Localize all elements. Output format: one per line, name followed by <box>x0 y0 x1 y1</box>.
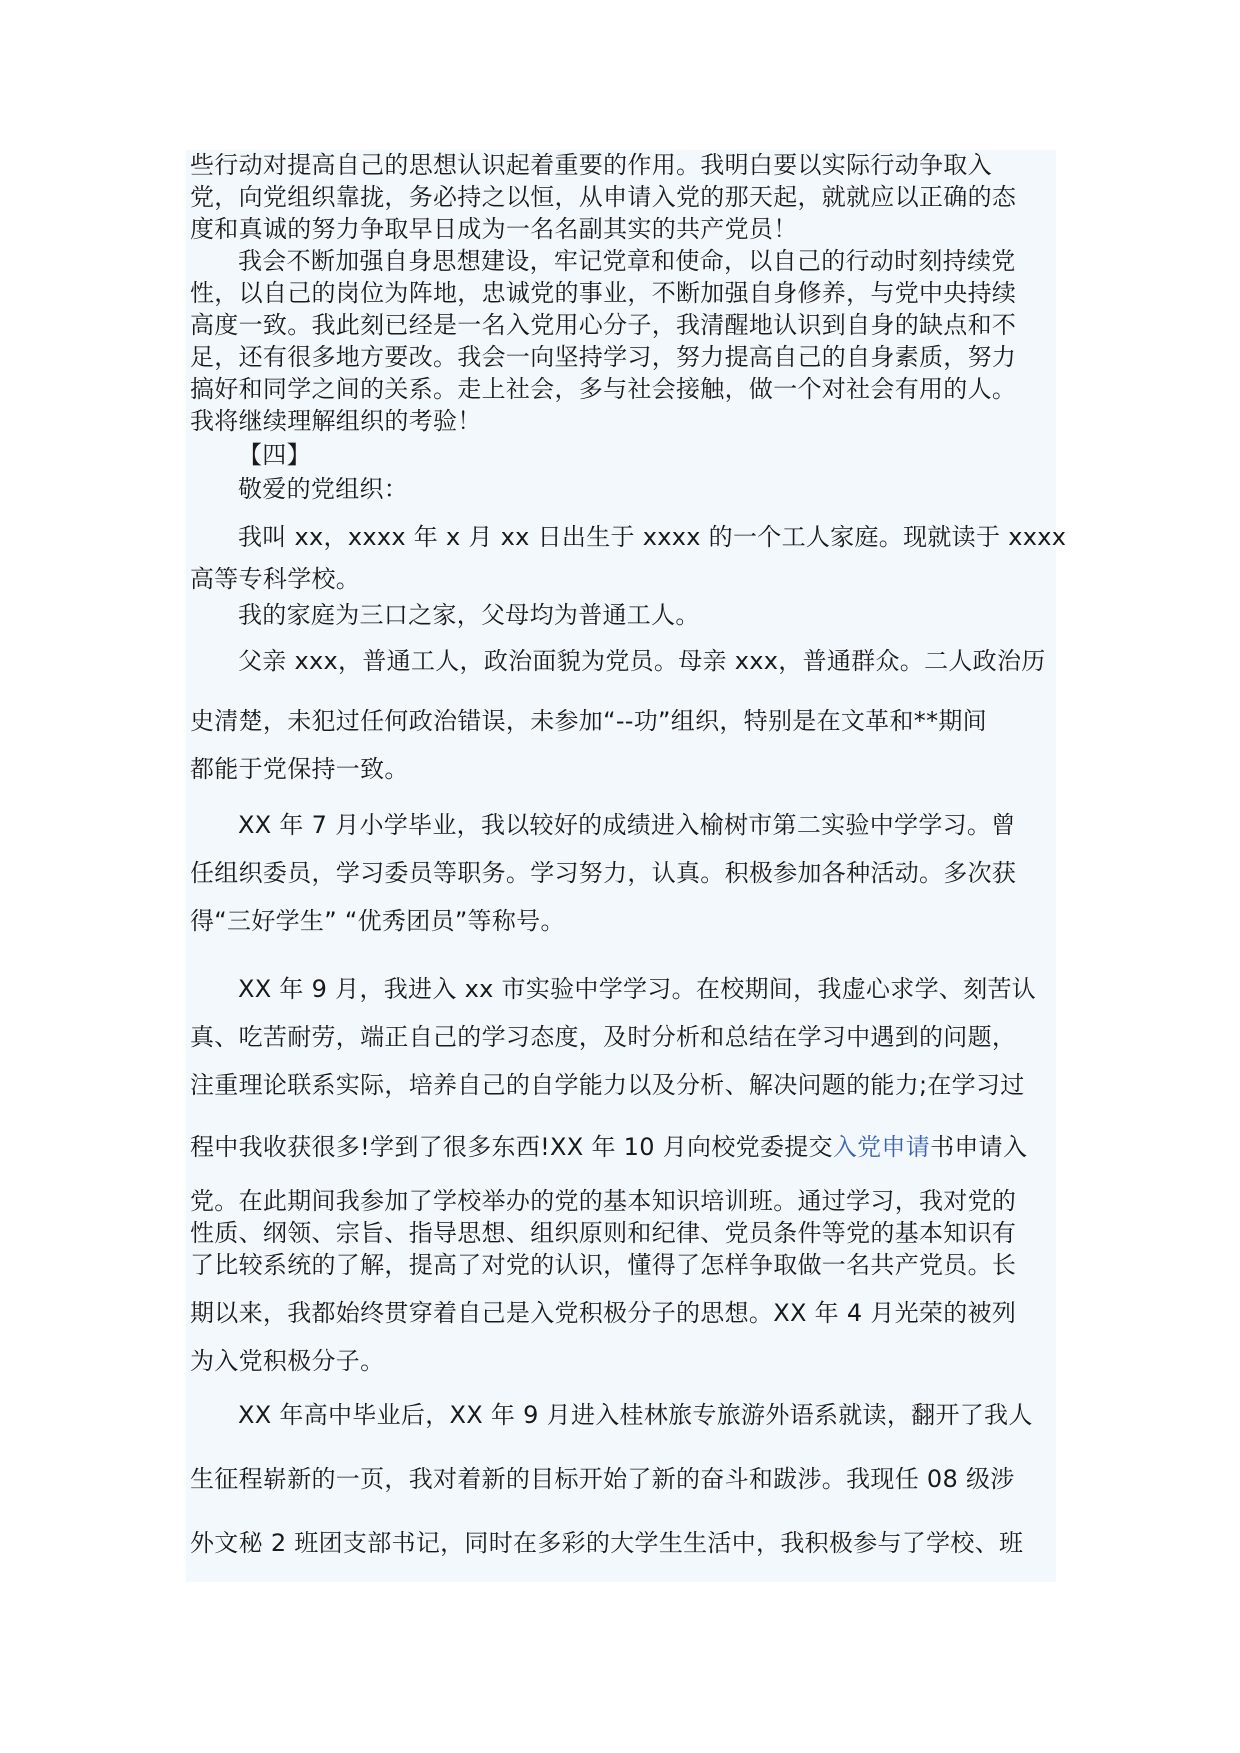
text-line: 党。在此期间我参加了学校举办的党的基本知识培训班。通过学习，我对党的 <box>190 1187 1017 1215</box>
link-line-after: 书申请入 <box>930 1133 1028 1161</box>
text-line: 了比较系统的了解，提高了对党的认识，懂得了怎样争取做一名共产党员。长 <box>190 1251 1017 1279</box>
link-line-before: 程中我收获很多!学到了很多东西!XX 年 10 月向校党委提交 <box>190 1133 833 1161</box>
text-line: 真、吃苦耐劳，端正自己的学习态度，及时分析和总结在学习中遇到的问题， <box>190 1023 1017 1051</box>
text-line-with-link <box>190 1132 1027 1162</box>
text-line: 性，以自己的岗位为阵地，忠诚党的事业，不断加强自身修养，与党中央持续 <box>190 279 1017 307</box>
document-text-block <box>186 150 1067 1582</box>
text-line: 搞好和同学之间的关系。走上社会，多与社会接触，做一个对社会有用的人。 <box>190 375 1017 403</box>
text-line: 度和真诚的努力争取早日成为一名名副其实的共产党员！ <box>190 215 798 243</box>
text-line: 为入党积极分子。 <box>190 1347 385 1375</box>
text-line: 我将继续理解组织的考验！ <box>190 407 482 435</box>
section-heading: 【四】 <box>238 441 311 469</box>
text-line: XX 年 9 月，我进入 xx 市实验中学学习。在校期间，我虚心求学、刻苦认 <box>238 975 1037 1003</box>
text-line: 党，向党组织靠拢，务必持之以恒，从申请入党的那天起，就就应以正确的态 <box>190 183 1017 211</box>
text-line: 得“三好学生” “优秀团员”等称号。 <box>190 907 565 935</box>
text-line: 足，还有很多地方要改。我会一向坚持学习，努力提高自己的自身素质，努力 <box>190 343 1017 371</box>
apply-link[interactable]: 入党申请 <box>832 1133 931 1161</box>
text-line: 些行动对提高自己的思想认识起着重要的作用。我明白要以实际行动争取入 <box>190 151 992 179</box>
text-line: 外文秘 2 班团支部书记，同时在多彩的大学生生活中，我积极参与了学校、班 <box>190 1529 1024 1557</box>
text-line: 任组织委员，学习委员等职务。学习努力，认真。积极参加各种活动。多次获 <box>190 859 1017 887</box>
text-line: 我会不断加强自身思想建设，牢记党章和使命，以自己的行动时刻持续党 <box>238 247 1016 275</box>
text-line: 高等专科学校。 <box>190 565 361 593</box>
text-line: 史清楚，未犯过任何政治错误，未参加“--功”组织，特别是在文革和**期间 <box>190 707 987 735</box>
text-line: 性质、纲领、宗旨、指导思想、组织原则和纪律、党员条件等党的基本知识有 <box>190 1219 1017 1247</box>
salutation: 敬爱的党组织： <box>238 475 409 503</box>
text-line: 我叫 xx，xxxx 年 x 月 xx 日出生于 xxxx 的一个工人家庭。现就读于 xxxx <box>238 523 1067 551</box>
text-line: 期以来，我都始终贯穿着自己是入党积极分子的思想。XX 年 4 月光荣的被列 <box>190 1299 1017 1327</box>
text-line: 父亲 xxx，普通工人，政治面貌为党员。母亲 xxx，普通群众。二人政治历 <box>238 647 1046 675</box>
text-line: 都能于党保持一致。 <box>190 755 409 783</box>
text-line: 高度一致。我此刻已经是一名入党用心分子，我清醒地认识到自身的缺点和不 <box>190 311 1017 339</box>
text-line: 注重理论联系实际，培养自己的自学能力以及分析、解决问题的能力;在学习过 <box>190 1071 1025 1099</box>
text-line: 我的家庭为三口之家，父母均为普通工人。 <box>238 601 700 629</box>
text-line: XX 年 7 月小学毕业，我以较好的成绩进入榆树市第二实验中学学习。曾 <box>238 811 1016 839</box>
text-line: XX 年高中毕业后，XX 年 9 月进入桂林旅专旅游外语系就读，翻开了我人 <box>238 1401 1033 1429</box>
text-line: 生征程崭新的一页，我对着新的目标开始了新的奋斗和跋涉。我现任 08 级涉 <box>190 1465 1015 1493</box>
